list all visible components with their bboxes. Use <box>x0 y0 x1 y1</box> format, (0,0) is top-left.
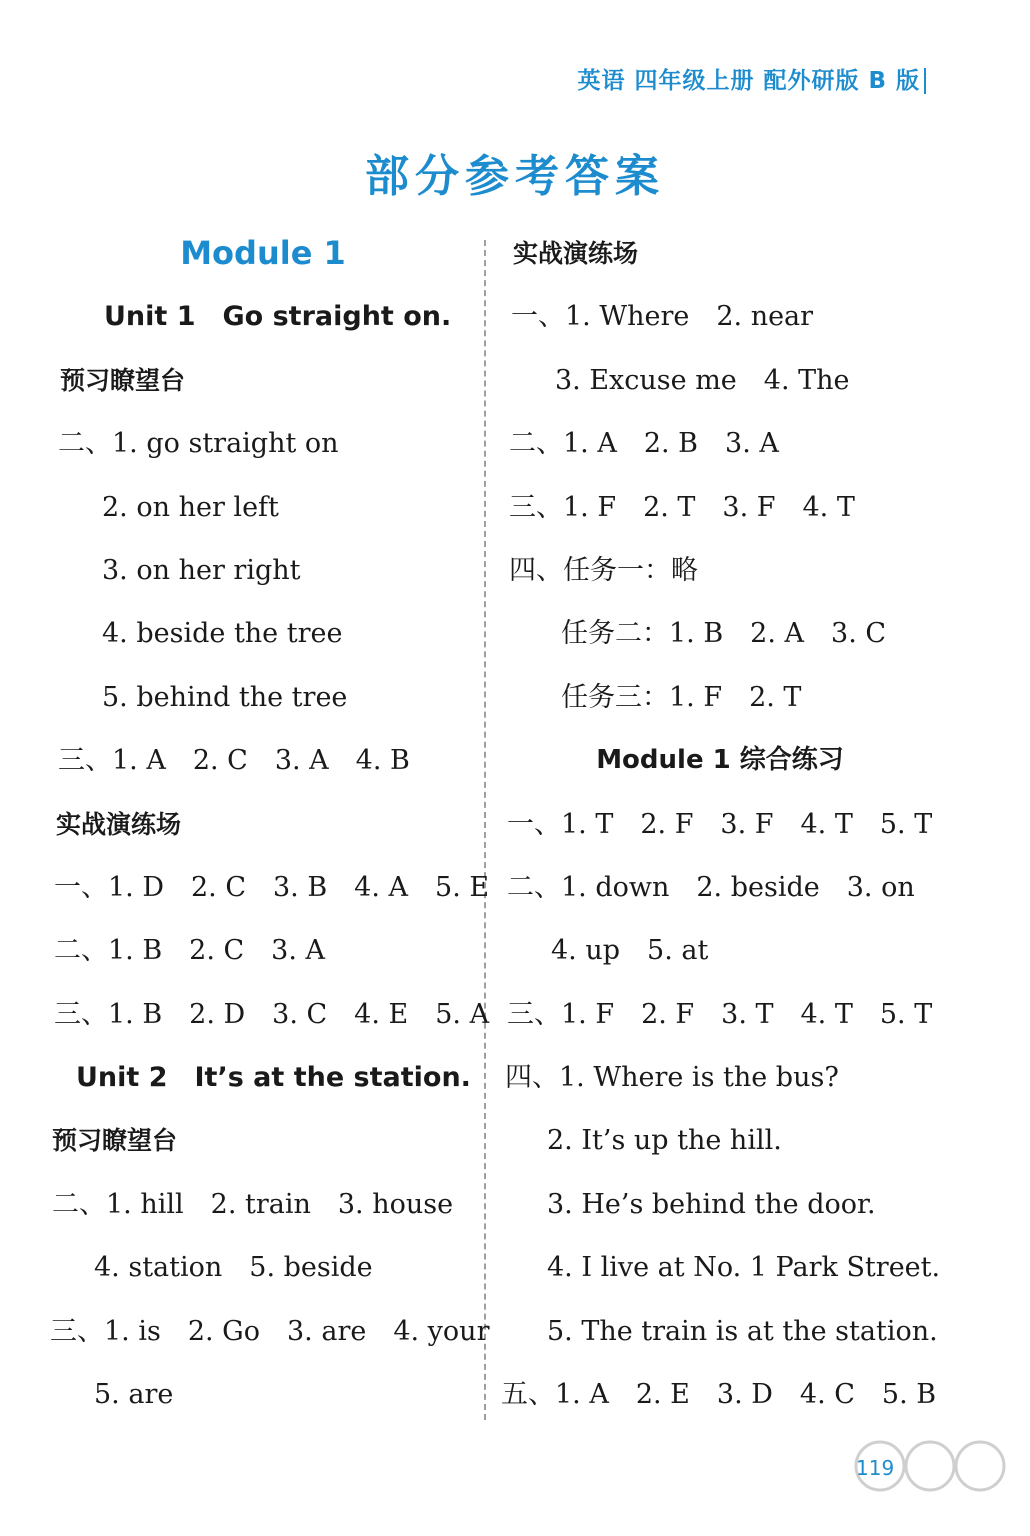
answer-line: 5. are <box>94 1379 174 1411</box>
right-column <box>501 222 941 1426</box>
answer-line: 三、1. F 2. T 3. F 4. T <box>509 491 855 523</box>
answer-line: 二、1. hill 2. train 3. house <box>52 1188 454 1220</box>
book-header-label: 英语 四年级上册 配外研版 B 版 <box>577 68 920 94</box>
answer-line: 三、1. F 2. F 3. T 4. T 5. T <box>507 998 933 1030</box>
answer-line: 2. on her left <box>102 491 279 523</box>
answer-line: 5. The train is at the station. <box>547 1315 938 1347</box>
unit1-title: Unit 1 Go straight on. <box>104 301 452 333</box>
left-column <box>48 222 490 1426</box>
section-practice-1: 实战演练场 <box>56 809 182 839</box>
answer-line: 五、1. A 2. E 3. D 4. C 5. B <box>501 1379 937 1411</box>
watermark-logo <box>840 1430 1020 1530</box>
unit2-title: Unit 2 It’s at the station. <box>76 1062 471 1094</box>
answer-line: 4. beside the tree <box>102 618 343 650</box>
answer-line: 3. on her right <box>102 554 301 586</box>
answer-line: 四、任务一：略 <box>509 554 698 586</box>
answer-line: 四、1. Where is the bus? <box>505 1062 839 1094</box>
answer-line: 一、1. T 2. F 3. F 4. T 5. T <box>507 808 933 840</box>
page-title: 部分参考答案 <box>365 151 665 202</box>
page-number: 119 <box>856 1456 895 1480</box>
answer-line: 4. station 5. beside <box>94 1252 373 1284</box>
answer-line: 4. up 5. at <box>551 935 709 967</box>
answer-line: 一、1. D 2. C 3. B 4. A 5. E <box>54 871 490 903</box>
answer-line: 三、1. A 2. C 3. A 4. B <box>58 745 410 777</box>
section-practice-2: 实战演练场 <box>513 239 639 268</box>
answer-line: 任务三：1. F 2. T <box>561 681 802 713</box>
section-preview-1: 预习瞭望台 <box>60 365 186 395</box>
answer-line: 3. Excuse me 4. The <box>555 364 850 396</box>
answer-line: 任务二：1. B 2. A 3. C <box>561 618 887 650</box>
header-rule <box>924 68 926 94</box>
answer-line: 5. behind the tree <box>102 681 348 713</box>
module-title: Module 1 <box>180 234 346 272</box>
answer-line: 三、1. B 2. D 3. C 4. E 5. A <box>54 998 490 1030</box>
answer-line: 三、1. is 2. Go 3. are 4. your <box>50 1315 490 1347</box>
answer-line: 二、1. down 2. beside 3. on <box>507 871 915 903</box>
answer-line: 一、1. Where 2. near <box>511 301 814 333</box>
answer-line: 4. I live at No. 1 Park Street. <box>547 1252 941 1284</box>
module-review-title: Module 1 综合练习 <box>596 745 844 776</box>
answer-line: 二、1. B 2. C 3. A <box>54 935 326 967</box>
answer-line: 3. He’s behind the door. <box>547 1188 876 1220</box>
answer-line: 二、1. A 2. B 3. A <box>509 428 779 460</box>
answer-line: 2. It’s up the hill. <box>547 1125 782 1157</box>
answer-line: 二、1. go straight on <box>58 428 339 460</box>
column-divider <box>484 240 486 1420</box>
section-preview-2: 预习瞭望台 <box>52 1126 178 1156</box>
